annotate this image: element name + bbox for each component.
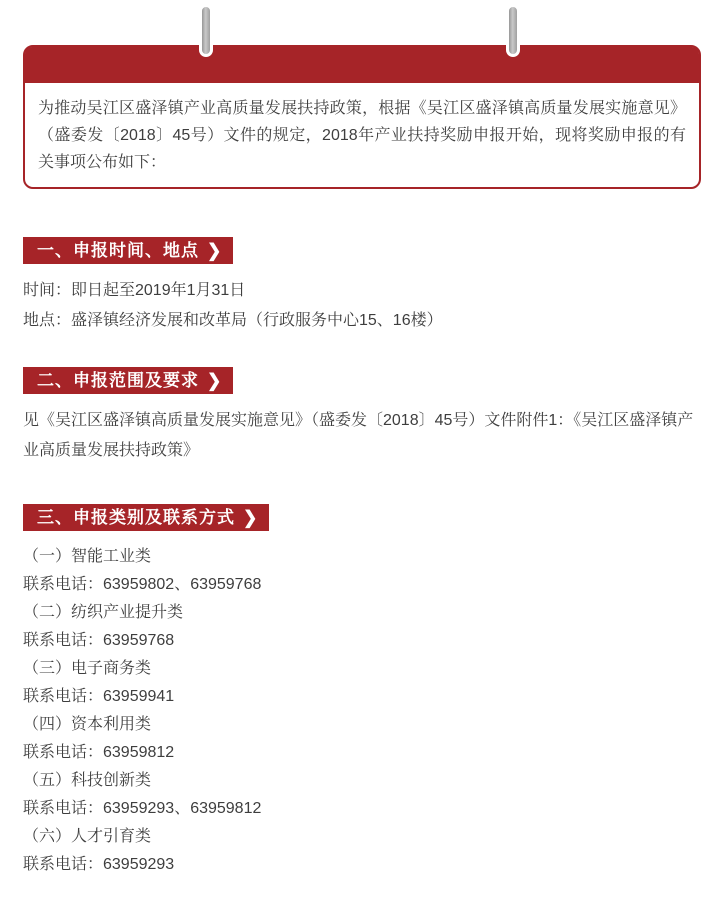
category-line: （四）资本利用类	[23, 716, 152, 733]
notice-body	[25, 83, 699, 187]
section-text-line: 时间：即日起至2019年1月31日	[23, 282, 246, 299]
sections-container	[23, 237, 701, 910]
section-1	[23, 237, 701, 336]
pin-icon	[506, 4, 520, 57]
phone-line: 联系电话：63959293	[23, 856, 175, 873]
section-text-line: 地点：盛泽镇经济发展和改革局（行政服务中心15、16楼）	[23, 312, 443, 329]
phone-line: 联系电话：63959802、63959768	[23, 576, 262, 593]
notice-header-bar	[25, 47, 699, 83]
category-line: （一）智能工业类	[23, 548, 152, 565]
section-2	[23, 367, 701, 466]
section-title-badge	[23, 504, 269, 531]
section-text-line: 见《吴江区盛泽镇高质量发展实施意见》（盛委发〔2018〕45号）文件附件1：《吴江区盛泽镇产业高质量发展扶持政策》	[23, 412, 694, 459]
phone-line: 联系电话：63959293、63959812	[23, 800, 262, 817]
intro-text: 为推动吴江区盛泽镇产业高质量发展扶持政策，根据《吴江区盛泽镇高质量发展实施意见》（盛委发〔2018〕45号）文件的规定，2018年产业扶持奖励申报开始，现将奖励申报的有关事项公布如下：	[38, 100, 686, 171]
section-title: 三、申报类别及联系方式	[37, 508, 235, 527]
phone-line: 联系电话：63959812	[23, 744, 175, 761]
section-title: 一、申报时间、地点	[37, 241, 199, 260]
section-badge-row	[23, 237, 701, 264]
phone-line: 联系电话：63959768	[23, 632, 175, 649]
chevron-right-icon: ❯	[207, 370, 222, 391]
pin-icon	[199, 4, 213, 57]
section-badge-row	[23, 367, 701, 394]
category-line: （六）人才引育类	[23, 828, 152, 845]
section-title: 二、申报范围及要求	[37, 371, 199, 390]
category-line: （三）电子商务类	[23, 660, 152, 677]
section-3	[23, 504, 701, 879]
chevron-right-icon: ❯	[207, 240, 222, 261]
section-title-badge	[23, 367, 233, 394]
section-title-badge	[23, 237, 233, 264]
chevron-right-icon: ❯	[243, 507, 258, 528]
phone-line: 联系电话：63959941	[23, 688, 175, 705]
intro-notice-box	[23, 45, 701, 189]
category-line: （二）纺织产业提升类	[23, 604, 184, 621]
section-badge-row	[23, 504, 701, 531]
category-line: （五）科技创新类	[23, 772, 152, 789]
